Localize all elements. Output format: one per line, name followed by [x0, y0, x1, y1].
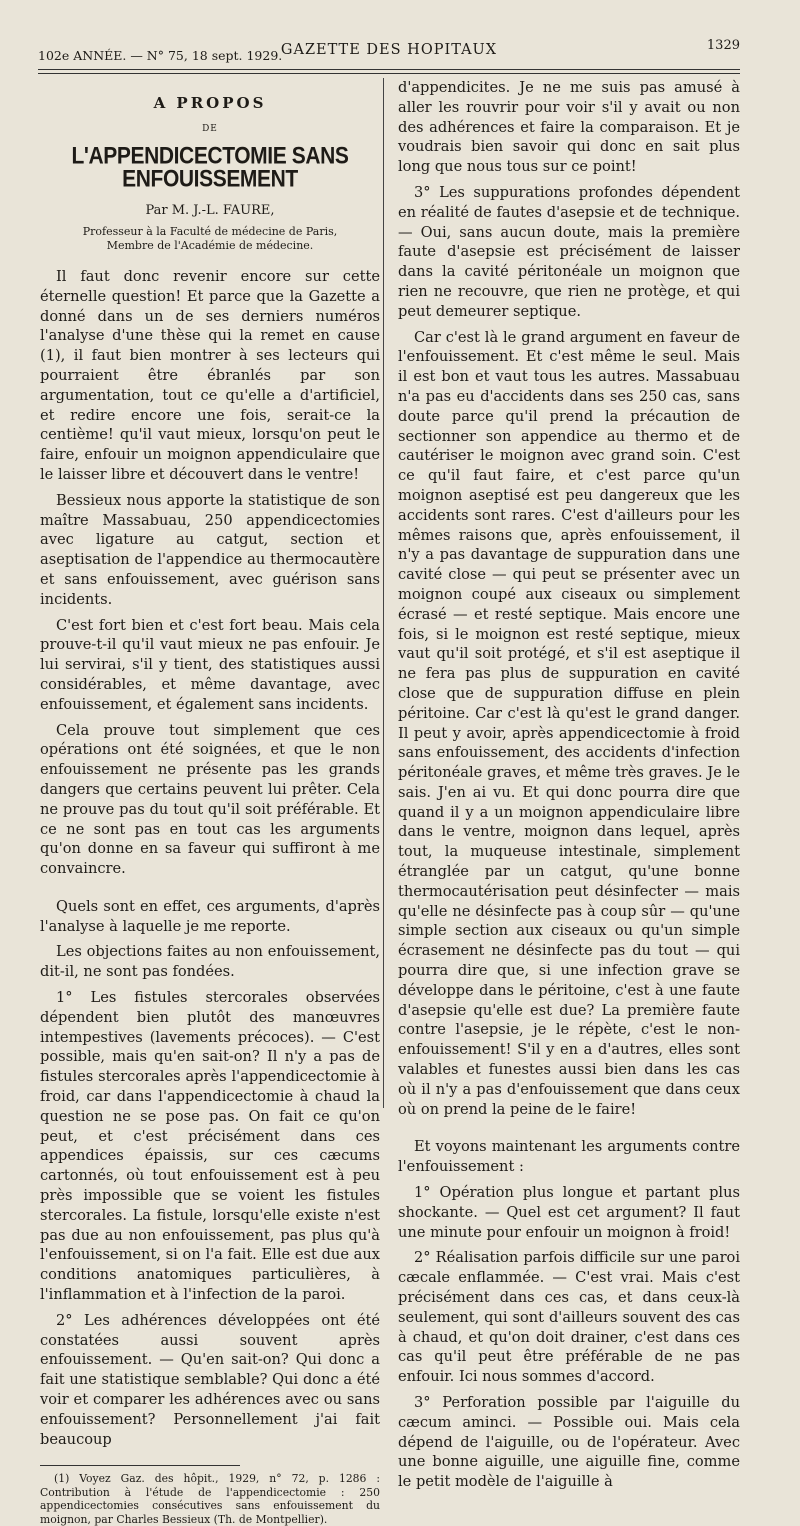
- paragraph: Et voyons maintenant les arguments contre l'enfouissement :: [398, 1138, 740, 1176]
- paragraph: Quels sont en effet, ces arguments, d'après l'analyse à laquelle je me reporte.: [40, 897, 380, 935]
- right-column: [398, 78, 740, 1498]
- paragraph: Les objections faites au non enfouissement, dit-il, ne sont pas fondées.: [40, 943, 380, 981]
- footnote: (1) Voyez Gaz. des hôpit., 1929, n° 72, p. 1286 : Contribution à l'étude de l'appendicectomie : 250 appendicectomies consécutives sans enfouissement du moignon, par Charles Bessieux (Th. de Montpellier).: [40, 1472, 380, 1526]
- column-divider: [383, 78, 384, 1108]
- footnote-rule: [40, 1465, 240, 1466]
- paragraph: Bessieux nous apporte la statistique de son maître Massabuau, 250 appendicectomies avec ligature au catgut, section et aseptisation de l'appendice au thermocautère et sans enfouissement, avec guérison sans incidents.: [40, 491, 380, 608]
- paragraph: Car c'est là le grand argument en faveur de l'enfouissement. Et c'est même le seul. Mais il est bon et vaut tous les autres. Massabuau n'a pas eu d'accidents dans ses 250 cas, sans doute parce qu'il prend la précaution de sectionner son appendice au thermo et de cautériser le moignon avec grand soin. C'est ce qu'il faut faire, et c'est parce qu'un moignon aseptisé est peu dangereux que les accidents sont rares. C'est d'ailleurs pour les mêmes raisons que, après enfouissement, il n'y a pas davantage de suppuration dans une cavité close — qui peut se présenter avec un moignon coupé aux ciseaux ou simplement écrasé — et resté septique. Mais encore une fois, si le moignon est resté septique, mieux vaut qu'il soit protégé, et s'il est aseptique il ne fera pas plus de suppuration en cavité close que de suppuration diffuse en plein péritoine. Car c'est là qu'est le grand danger. Il peut y avoir, après appendicectomie à froid sans enfouissement, des accidents d'infection péritonéale graves, et même très graves. Je le sais. J'en ai vu. Et qui donc pourra dire que quand il y a un moignon appendiculaire libre dans le ventre, moignon dans lequel, après tout, la muqueuse intestinale, simplement étranglée par un catgut, qu'une bonne thermocautérisation peut désinfecter — mais qu'elle ne désinfecte pas à coup sûr — qu'une simple section aux ciseaux ou qu'un simple écrasement ne désinfecte pas du tout — qui pourra dire que, si une infection grave se développe dans le péritoine, c'est à une faute d'asepsie qu'elle est due? La première faute contre l'asepsie, je le répète, c'est le non-enfouissement! S'il y en a d'autres, elles sont valables et funestes aussi bien dans les cas où il n'y a pas d'enfouissement que dans ceux où on prend la peine de le faire!: [398, 328, 740, 1118]
- issue-info: 102e ANNÉE. — N° 75, 18 sept. 1929.: [38, 48, 283, 63]
- paragraph: Cela prouve tout simplement que ces opérations ont été soignées, et que le non enfouissement ne présente pas les grands dangers que certains peuvent lui prêter. Cela ne prouve pas du tout qu'il soit préférable. Et ce ne sont pas en tout cas les arguments qu'on donne en sa faveur qui suffiront à me convaincre.: [40, 721, 380, 878]
- article-kicker: A PROPOS: [153, 94, 267, 112]
- article-title: L'APPENDICECTOMIE SANS ENFOUISSEMENT: [71, 142, 349, 192]
- article-kicker-de: DE: [202, 123, 218, 134]
- page-header: [38, 36, 740, 66]
- affiliation-line-1: Professeur à la Faculté de médecine de Paris,: [82, 224, 338, 238]
- header-rule-top: [38, 69, 740, 70]
- affiliation-line-2: Membre de l'Académie de médecine.: [106, 238, 314, 252]
- page-number: 1329: [706, 38, 740, 53]
- paragraph: C'est fort bien et c'est fort beau. Mais cela prouve-t-il qu'il vaut mieux ne pas enfouir. Je lui servirai, s'il y tient, des statistiques aussi considérables, et même davantage, avec enfouissement, et également sans incidents.: [40, 616, 380, 713]
- journal-title: GAZETTE DES HOPITAUX: [280, 42, 498, 58]
- paragraph: 3° Perforation possible par l'aiguille du cæcum aminci. — Possible oui. Mais cela dépend de l'aiguille, ou de l'opérateur. Avec une bonne aiguille, une aiguille fine, comme le petit modèle de l'aiguille à: [398, 1394, 740, 1491]
- article-author: Par M. J.-L. FAURE,: [145, 203, 275, 219]
- paragraph: d'appendicites. Je ne me suis pas amusé à aller les rouvrir pour voir s'il y avait ou non des adhérences et faire la comparaison. Et je voudrais bien savoir qui donc en sait plus long que nous tous sur ce point!: [398, 79, 740, 176]
- paragraph: 2° Réalisation parfois difficile sur une paroi cæcale enflammée. — C'est vrai. Mais c'est précisément dans ces cas, et dans ceux-là seulement, qui sont d'ailleurs souvent des cas à chaud, et qu'on doit drainer, c'est dans ces cas qu'il peut être préférable de ne pas enfouir. Ici nous sommes d'accord.: [398, 1249, 740, 1386]
- paragraph: 1° Les fistules stercorales observées dépendent bien plutôt des manœuvres intempestives (lavements précoces). — C'est possible, mais qu'en sait-on? Il n'y a pas de fistules stercorales après l'appendicectomie à froid, car dans l'appendicectomie à chaud la question ne se pose pas. On fait ce qu'on peut, et c'est précisément dans ces appendices épaissis, sur ces cæcums cartonnés, où tout enfouissement est à peu près impossible que se voient les fistules stercorales. La fistule, lorsqu'elle existe n'est pas due au non enfouissement, pas plus qu'à l'enfouissement, si on l'a fait. Elle est due aux conditions anatomiques particulières, à l'inflammation et à l'infection de la paroi.: [40, 989, 380, 1304]
- paragraph: 2° Les adhérences développées ont été constatées aussi souvent après enfouissement. — Qu'en sait-on? Qui donc a fait une statistique semblable? Qui donc a été voir et comparer les adhérences avec ou sans enfouissement? Personnellement j'ai fait beaucoup: [40, 1311, 380, 1448]
- paragraph: 1° Opération plus longue et partant plus shockante. — Quel est cet argument? Il faut une minute pour enfouir un moignon à froid!: [398, 1184, 740, 1241]
- paragraph: 3° Les suppurations profondes dépendent en réalité de fautes d'asepsie et de technique. — Oui, sans aucun doute, mais la première faute d'asepsie est précisément de laisser dans la cavité péritonéale un moignon que rien ne recouvre, que rien ne protège, et qui peut demeurer septique.: [398, 183, 740, 320]
- paragraph: Il faut donc revenir encore sur cette éternelle question! Et parce que la Gazette a donné dans un de ses derniers numéros l'analyse d'une thèse qui la remet en cause (1), il faut bien montrer à ses lecteurs qui pourraient être ébranlés par son argumentation, tout ce qu'elle a d'artificiel, et redire encore une fois, serait-ce la centième! qu'il vaut mieux, lorsqu'on peut le faire, enfouir un moignon appendiculaire que le laisser libre et découvert dans le ventre!: [40, 267, 380, 483]
- header-rule-bottom: [38, 73, 740, 74]
- author-affiliation: [40, 225, 380, 253]
- left-column: [40, 78, 380, 1526]
